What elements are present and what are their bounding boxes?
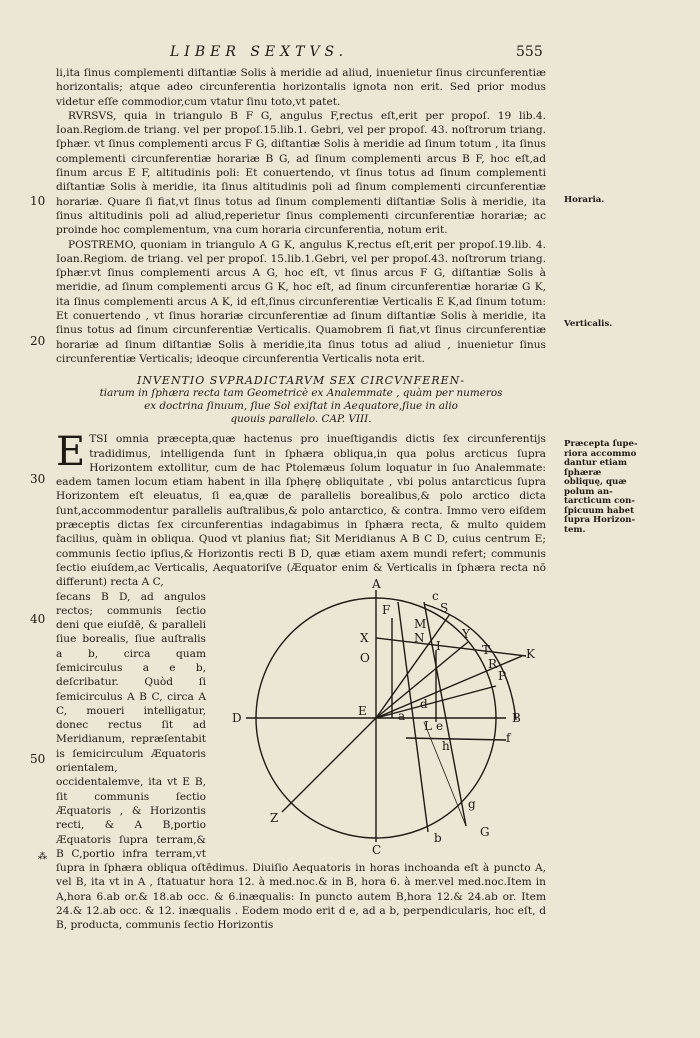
line-number-20: 20 [30,334,46,348]
paragraph-4-text: TSI omnia præcepta,quæ hactenus pro inueſtigandis dictis ſex circunferentijs tradidimus, intelligenda ſunt in ſphæra obliqua,in qua polus arcticus ſupra Horizontem extollitur, cum de hac Ptolemæus ſolum loquatur in ſuo Analemmate: eadem tamen locum etiam habent in illa ſphęrę obliquitate , vbi polus antarcticus ſupra Horizontem eſt eleuatus, ſi ea,quæ de parallelis borealibus,& polo arctico dicta ſunt,accommodentur parallelis auſtralibus,& polo antarctico, & contra. Immo vero eiſdem præceptis dictas ſex circunferentias indagabimus in ſphæra recta, & multo quidem facilius, quàm in obliqua. Quod vt planius fiat; Sit Meridianus A B C D, cuius centrum E; communis ſectio ipſius,& Horizontis recti B D, quæ etiam axem mundi refert; communis ſectio eiuſdem,ac Verticalis, Aequatoriſve (Æquator enim & Verticalis in ſphæra recta nō differunt) recta A C, [56,433,546,589]
parallel-arc [424,604,516,720]
label-D: D [232,710,242,725]
main-text [56,66,546,933]
label-T: T [482,642,491,657]
chapter-heading-line-2: tiarum in ſphæra recta tam Geometricè ex Analemmate , quàm per numeros [99,387,503,400]
line-number-40: 40 [30,612,46,626]
label-S: S [440,600,449,615]
label-E: E [358,703,367,718]
label-c: c [432,588,439,603]
chapter-heading-line-1: INVENTIO SVPRADICTARVM SEX CIRCVNFEREN- [137,374,465,388]
label-e: e [436,718,444,733]
running-title: LIBER SEXTVS. [170,44,349,60]
line-dg [424,602,466,826]
line-d-g [424,722,466,826]
chapter-heading [56,374,546,426]
line-number-50: 50 [30,752,46,766]
margin-note-praecepta: Præcepta ſuperiora accommo dantur etiam ſphæræ obliquę, quæ polum antarcticum conſpicuum habet ſupra Horizontem. [564,439,638,535]
analemma-figure [206,576,546,857]
label-G: G [480,824,490,839]
chapter-heading-line-4: quouis parallelo. CAP. VIII. [230,413,372,426]
page-number: 555 [516,44,543,60]
label-Y: Y [462,626,470,641]
label-f: f [506,730,511,745]
label-C: C [372,842,382,857]
margin-mark: ⁂ [38,852,47,862]
paragraph-5: ſecans B D, ad angulos rectos; communis ſectio deni que eiuſdē, & paralleli ſiue borealis, ſiue auſtralis a b, circa quam ſemicirculus a e b, deſcribatur. Quòd ſi ſemicirculus A B C, circa A C, moueri intelligatur, donec rectus ſit ad Meridianum, repræſentabit is ſemicirculum Æquatoris orientalem, occidentalemve, ita vt E B, ſit communis ſectio Æquatoris , & Horizontis recti, & A B,portio Æquatoris ſupra terram,& B C,portio infra terram,vt ſupra in ſphæra obliqua oſtēdimus. Diuiſio Aequatoris in horas inchoanda eſt à puncto A, vel B, ita vt in A , ſtatuatur hora 12. à med.noc.& in B, hora 6. à mer.vel med.noc.Item in A,hora 6.ab or.& 18.ab occ. & 6.inæqualis: In puncto autem B,hora 12.& 24.ab or. Item 24.& 12.ab occ. & 12. inæqualis . Eodem modo erit d e, ad a b, perpendicularis, hoc eſt, d B, producta, communis ſectio Horizontis [56,590,546,932]
label-Z: Z [270,810,279,825]
line-number-30: 30 [30,472,46,486]
label-I: I [436,638,441,653]
label-h: h [442,738,450,753]
label-N: N [414,630,425,645]
page-header [0,44,700,64]
label-K: K [526,646,535,661]
paragraph-3: POSTREMO, quoniam in triangulo A G K, angulus K,rectus eſt,erit per propoſ.19.lib. 4. Ioan.Regiom. de triang. vel per propoſ. 15.lib.1.Gebri, vel per propoſ.43. noſtrorum triang. ſphær.vt ſinus complementi arcus A G, hoc eſt, vt ſinus arcus F G, diſtantiæ Solis à meridie, ad ſinum complementi arcus G K, hoc eſt, ad ſinum circunferentiæ horariæ G K, ita ſinus complementi arcus A K, id eſt,ſinus circunferentiæ Verticalis E K,ad ſinum totum: Et conuertendo , vt ſinus horariæ circunferentiæ ad ſinum diſtantiæ Solis à meridie, ita ſinus totus ad ſinum circunferentiæ Verticalis. Quamobrem ſi fiat,vt ſinus circunferentiæ horariæ ad ſinum diſtantiæ Solis à meridie,ita ſinus totus ad aliud , inuenietur ſinus circunferentiæ Verticalis; ideoque circunferentia Verticalis nota erit. [56,238,546,365]
line-ez [282,718,376,812]
paragraph-2: RVRSVS, quia in triangulo B F G, angulus F,rectus eſt,erit per propoſ. 19 lib.4. Ioan.Regiom.de triang. vel per propoſ.15.lib.1. Gebri, vel per propoſ. 43. noſtrorum triang. ſphær. vt ſinus complementi arcus F G, diſtantiæ Solis à meridie ad ſinum totum , ita ſinus complementi circunferentiæ horariæ B G, ad ſinum complementi arcus B F, hoc eſt,ad ſinum arcus E F, altitudinis poli: Et conuertendo, vt ſinus totus ad ſinum complementi diſtantiæ Solis à meridie, ita ſinus altitudinis poli ad ſinum complementi circunferentiæ horariæ. Quare ſi fiat,vt ſinus totus ad ſinum complementi diſtantiæ Solis à meridie, ita ſinus altitudinis poli ad aliud,reperietur ſinus complementi circunferentiæ horariæ; ac proinde hoc complementum, vna cum horaria circunferentia, notum erit. [56,109,546,237]
chapter-heading-line-3: ex doctrina ſinuum, ſiue Sol exiſtat in Aequatore,ſiue in alio [144,400,458,413]
label-R: R [488,656,498,671]
drop-cap: E [56,429,86,476]
label-b: b [434,830,442,845]
paragraph-1: li,ita ſinus complementi diſtantiæ Solis à meridie ad aliud, inuenietur ſinus circunferentiæ horizontalis; atque adeo circunferentia horizontalis ignota non erit. Sed prior modus videtur eſſe commodior,cum vtatur ſinu toto,vt patet. [56,67,546,108]
label-a: a [398,708,406,723]
label-A: A [372,576,381,591]
label-d: d [420,696,428,711]
margin-note-verticalis: Verticalis. [564,319,613,329]
paragraph-4 [56,429,546,589]
label-g: g [468,796,476,811]
margin-note-horaria: Horaria. [564,195,605,205]
label-P: P [498,668,507,683]
label-X: X [360,630,369,645]
label-B: B [512,710,521,725]
label-F: F [382,602,391,617]
label-M: M [414,616,427,631]
analemma-diagram [206,576,546,857]
line-f-small [406,738,506,740]
line-xk [376,638,526,656]
line-number-10: 10 [30,194,46,208]
label-O: O [360,650,370,665]
label-L: L [424,718,432,733]
